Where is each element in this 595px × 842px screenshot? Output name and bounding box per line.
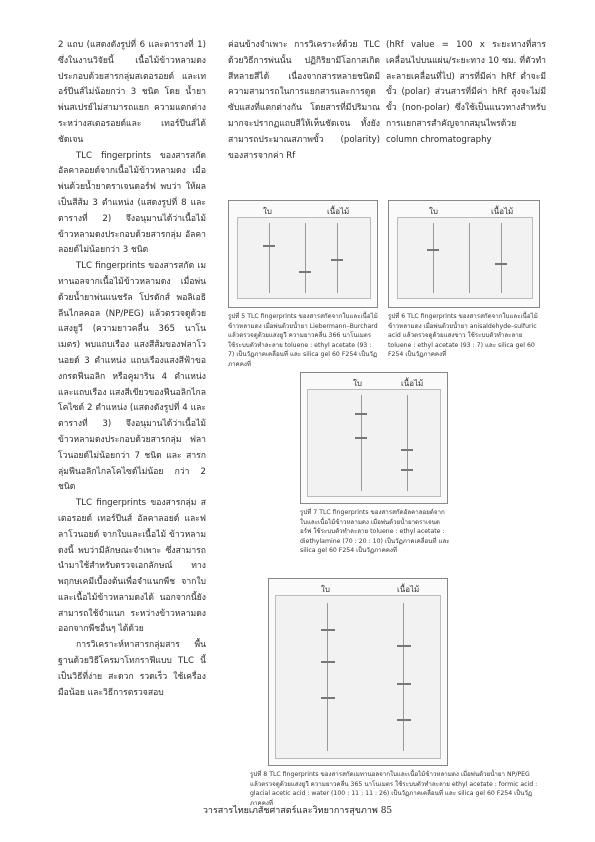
leaf-label: ใบ — [429, 207, 438, 216]
paragraph: TLC fingerprints ของสารกลุ่ม สเตอรอยด์ เทอร์ปีนส์ อัลคาลอยด์ และฟลาโวนอยด์ จากใบและเนื้อไม้ ข้าวหลามดงนี้ พบว่ามีลักษณะจำเพาะ ซึ่งสามารถนำมาใช้สำหรับตรวจเอกลักษณ์ ทางพฤกษเคมีเบื้องต้นเพื่อจำแนกพืช จากใบและเนื้อไม้ข้าวหลามดงได้ นอกจากนี้ยังสามารถใช้จำแนก ระหว่างข้าวหลามดงออกจากพืชอื่นๆ ได้ด้วย — [58, 498, 206, 635]
leaf-label: ใบ — [263, 207, 272, 216]
tlc-band — [321, 661, 335, 663]
leaf-label: ใบ — [353, 379, 362, 388]
tlc-lane — [403, 603, 404, 751]
wood-label: เนื้อไม้ — [491, 207, 514, 216]
paragraph: ค่อนข้างจำเพาะ การวิเคราะห์ด้วย TLC ด้วยวิธีการพ่นนั้น ปฏิกิริยามีโอกาสเกิดสีหลายสีได้ เนื่องจากสารหลายชนิดมีความสามารถในการแยกสารและการดูดซับแสงที่แตกต่างกัน โดยสารที่มีปริมาณมากจะปรากฏแถบสีให้เห็นชัดเจน ทั้งยังสามารถประมาณสภาพขั้ว (polarity) ของสารจากค่า Rf — [228, 40, 380, 161]
tlc-lane — [337, 223, 338, 293]
wood-label: เนื้อไม้ — [397, 585, 420, 594]
tlc-band — [397, 719, 411, 721]
wood-label: เนื้อไม้ — [327, 207, 350, 216]
tlc-plate — [237, 217, 371, 299]
figure-3-caption: รูปที่ 7 TLC fingerprints ของสารสกัดอัลคาลอยด์จากใบและเนื้อไม้ข้าวหลามดง เมื่อพ่นด้วยน้ำยาดราเจนดอร์ฟ ใช้ระบบตัวทำละลาย toluene : ethyl acetate : diethylamine (70 : 20 : 10) เป็นวัฏภาคเคลื่อนที่ และ silica gel 60 F254 เป็นวัฏภาคคงที่ — [300, 509, 450, 554]
text-column-1 — [58, 38, 206, 701]
tlc-lane — [433, 223, 434, 293]
wood-label: เนื้อไม้ — [401, 379, 424, 388]
figure-2-caption: รูปที่ 6 TLC fingerprints ของสารสกัดจากใบและเนื้อไม้ข้าวหลามดง เมื่อพ่นด้วยน้ำยา anisaldehyde–sulfuric acid แล้วตรวจดูด้วยแสงขาว ใช้ระบบตัวทำละลาย toluene : ethyl acetate (93 : 7) และ silica gel 60 F254 เป็นวัฏภาคคงที่ — [388, 313, 538, 358]
tlc-band — [331, 259, 343, 261]
tlc-figure-2 — [388, 200, 540, 308]
paragraph: TLC fingerprints ของสารสกัด อัลคาลอยด์จากเนื้อไม้ข้าวหลามดง เมื่อพ่นด้วยน้ำยาดราเจนดอร์ฟ พบว่า ให้ผลเป็นสีส้ม 3 ตำแหน่ง (แสดงรูปที่ 8 และตารางที่ 2) จึงอนุมานได้ว่าเนื้อไม้ ข้าวหลามดงประกอบด้วยสารกลุ่ม อัลคาลอยด์ไม่น้อยกว่า 3 ชนิด — [58, 150, 206, 256]
tlc-band — [427, 249, 439, 251]
tlc-band — [401, 449, 413, 451]
leaf-label: ใบ — [321, 585, 330, 594]
tlc-plate — [307, 389, 441, 497]
tlc-band — [321, 697, 335, 699]
figure-1-caption: รูปที่ 5 TLC fingerprints ของสารสกัดจากใบและเนื้อไม้ข้าวหลามดง เมื่อพ่นด้วยน้ำยา Liebermann–Burchard แล้วตรวจดูด้วยแสงยูวี ความยาวคลื่น 366 นาโนเมตร ใช้ระบบตัวทำละลาย toluene : ethyl acetate (93 : 7) เป็นวัฏภาคเคลื่อนที่ และ silica gel 60 F254 เป็นวัฏภาคคงที่ — [228, 313, 378, 368]
tlc-band — [401, 469, 413, 471]
tlc-lane — [361, 395, 362, 491]
tlc-lane — [327, 603, 328, 751]
tlc-lane — [469, 223, 470, 293]
tlc-lane — [305, 223, 306, 293]
paragraph: (hRf value = 100 x ระยะทางที่สารเคลื่อนไปบนแผ่น/ระยะทาง 10 ซม. ที่ตัวทำละลายเคลื่อนที่ไป) สารที่มีค่า hRf ต่ำจะมีขั้ว (polar) ส่วนสารที่มีค่า hRf สูงจะไม่มีขั้ว (non-polar) ซึ่งใช้เป็นแนวทางสำหรับการแยกสารสำคัญจากสมุนไพรด้วย column chromatography — [386, 40, 546, 145]
tlc-band — [299, 271, 311, 273]
tlc-band — [495, 263, 507, 265]
tlc-plate — [275, 595, 441, 759]
paragraph: การวิเคราะห์หาสารกลุ่มสาร พื้นฐานด้วยวิธีโครมาโทกราฟีแบบ TLC นี้ เป็นวิธีที่ง่าย สะดวก รวดเร็ว ใช้เครื่องมือน้อย และวิธีการตรวจสอบ — [58, 640, 206, 698]
tlc-lane — [269, 223, 270, 293]
figure-4-caption: รูปที่ 8 TLC fingerprints ของสารสกัดเมทานอลจากใบและเนื้อไม้ข้าวหลามดง เมื่อพ่นด้วยน้ำยา NP/PEG แล้วตรวจดูด้วยแสงยูวี ความยาวคลื่น 365 นาโนเมตร ใช้ระบบตัวทำละลาย ethyl acetate : formic acid : glacial acetic acid : water (100 : 11 : 11 : 26) เป็นวัฏภาคเคลื่อนที่ และ silica gel 60 F254 เป็นวัฏภาคคงที่ — [250, 771, 538, 807]
tlc-band — [355, 413, 367, 415]
page-footer: วารสารไทยเภสัชศาสตร์และวิทยาการสุขภาพ 85 — [202, 806, 393, 816]
tlc-band — [397, 683, 411, 685]
text-column-3 — [386, 38, 546, 149]
tlc-figure-1 — [228, 200, 378, 308]
tlc-figure-4 — [268, 578, 448, 766]
paragraph: 2 แถบ (แสดงดังรูปที่ 6 และตารางที่ 1) ซึ่งในงานวิจัยนี้ เนื้อไม้ข้าวหลามดง ประกอบด้วยสารกลุ่มสเตอรอยด์ และเทอร์ปีนส์ไม่น้อยกว่า 3 ชนิด โดย น้ำยาพ่นสเปรย์ไม่สามารถแยก ความแตกต่างระหว่างสเตอรอยด์และ เทอร์ปีนส์ได้ชัดเจน — [58, 40, 206, 145]
text-column-2 — [228, 38, 380, 164]
tlc-band — [321, 629, 335, 631]
paragraph: TLC fingerprints ของสารสกัด เมทานอลจากเนื้อไม้ข้าวหลามดง เมื่อพ่นด้วยน้ำยาพ่นแนชรัล โปรดักส์ พอลิเอธิลีนไกลคอล (NP/PEG) แล้วตรวจดูด้วยแสงยูวี (ความยาวคลื่น 365 นาโนเมตร) พบแถบเรือง แสงสีส้มของฟลาโวนอยด์ 3 ตำแหน่ง แถบเรืองแสงสีฟ้าของกรดฟีนอลิก หรือคูมาริน 4 ตำแหน่ง และแถบเรือง แสงสีเขียวของฟีนอลิกไกลโคไซด์ 2 ตำแหน่ง (แสดงดังรูปที่ 4 และ ตารางที่ 3) จึงอนุมานได้ว่าเนื้อไม้ ข้าวหลามดงประกอบด้วยสารกลุ่ม ฟลาโวนอยด์ไม่น้อยกว่า 7 ชนิด และ สารกลุ่มฟีนอลิกไกลโคไซด์ไม่น้อย กว่า 2 ชนิด — [58, 261, 206, 493]
tlc-plate — [397, 217, 533, 299]
tlc-band — [355, 437, 367, 439]
tlc-band — [263, 245, 275, 247]
tlc-band — [397, 645, 411, 647]
tlc-figure-3 — [300, 372, 448, 504]
tlc-lane — [407, 395, 408, 491]
tlc-lane — [501, 223, 502, 293]
